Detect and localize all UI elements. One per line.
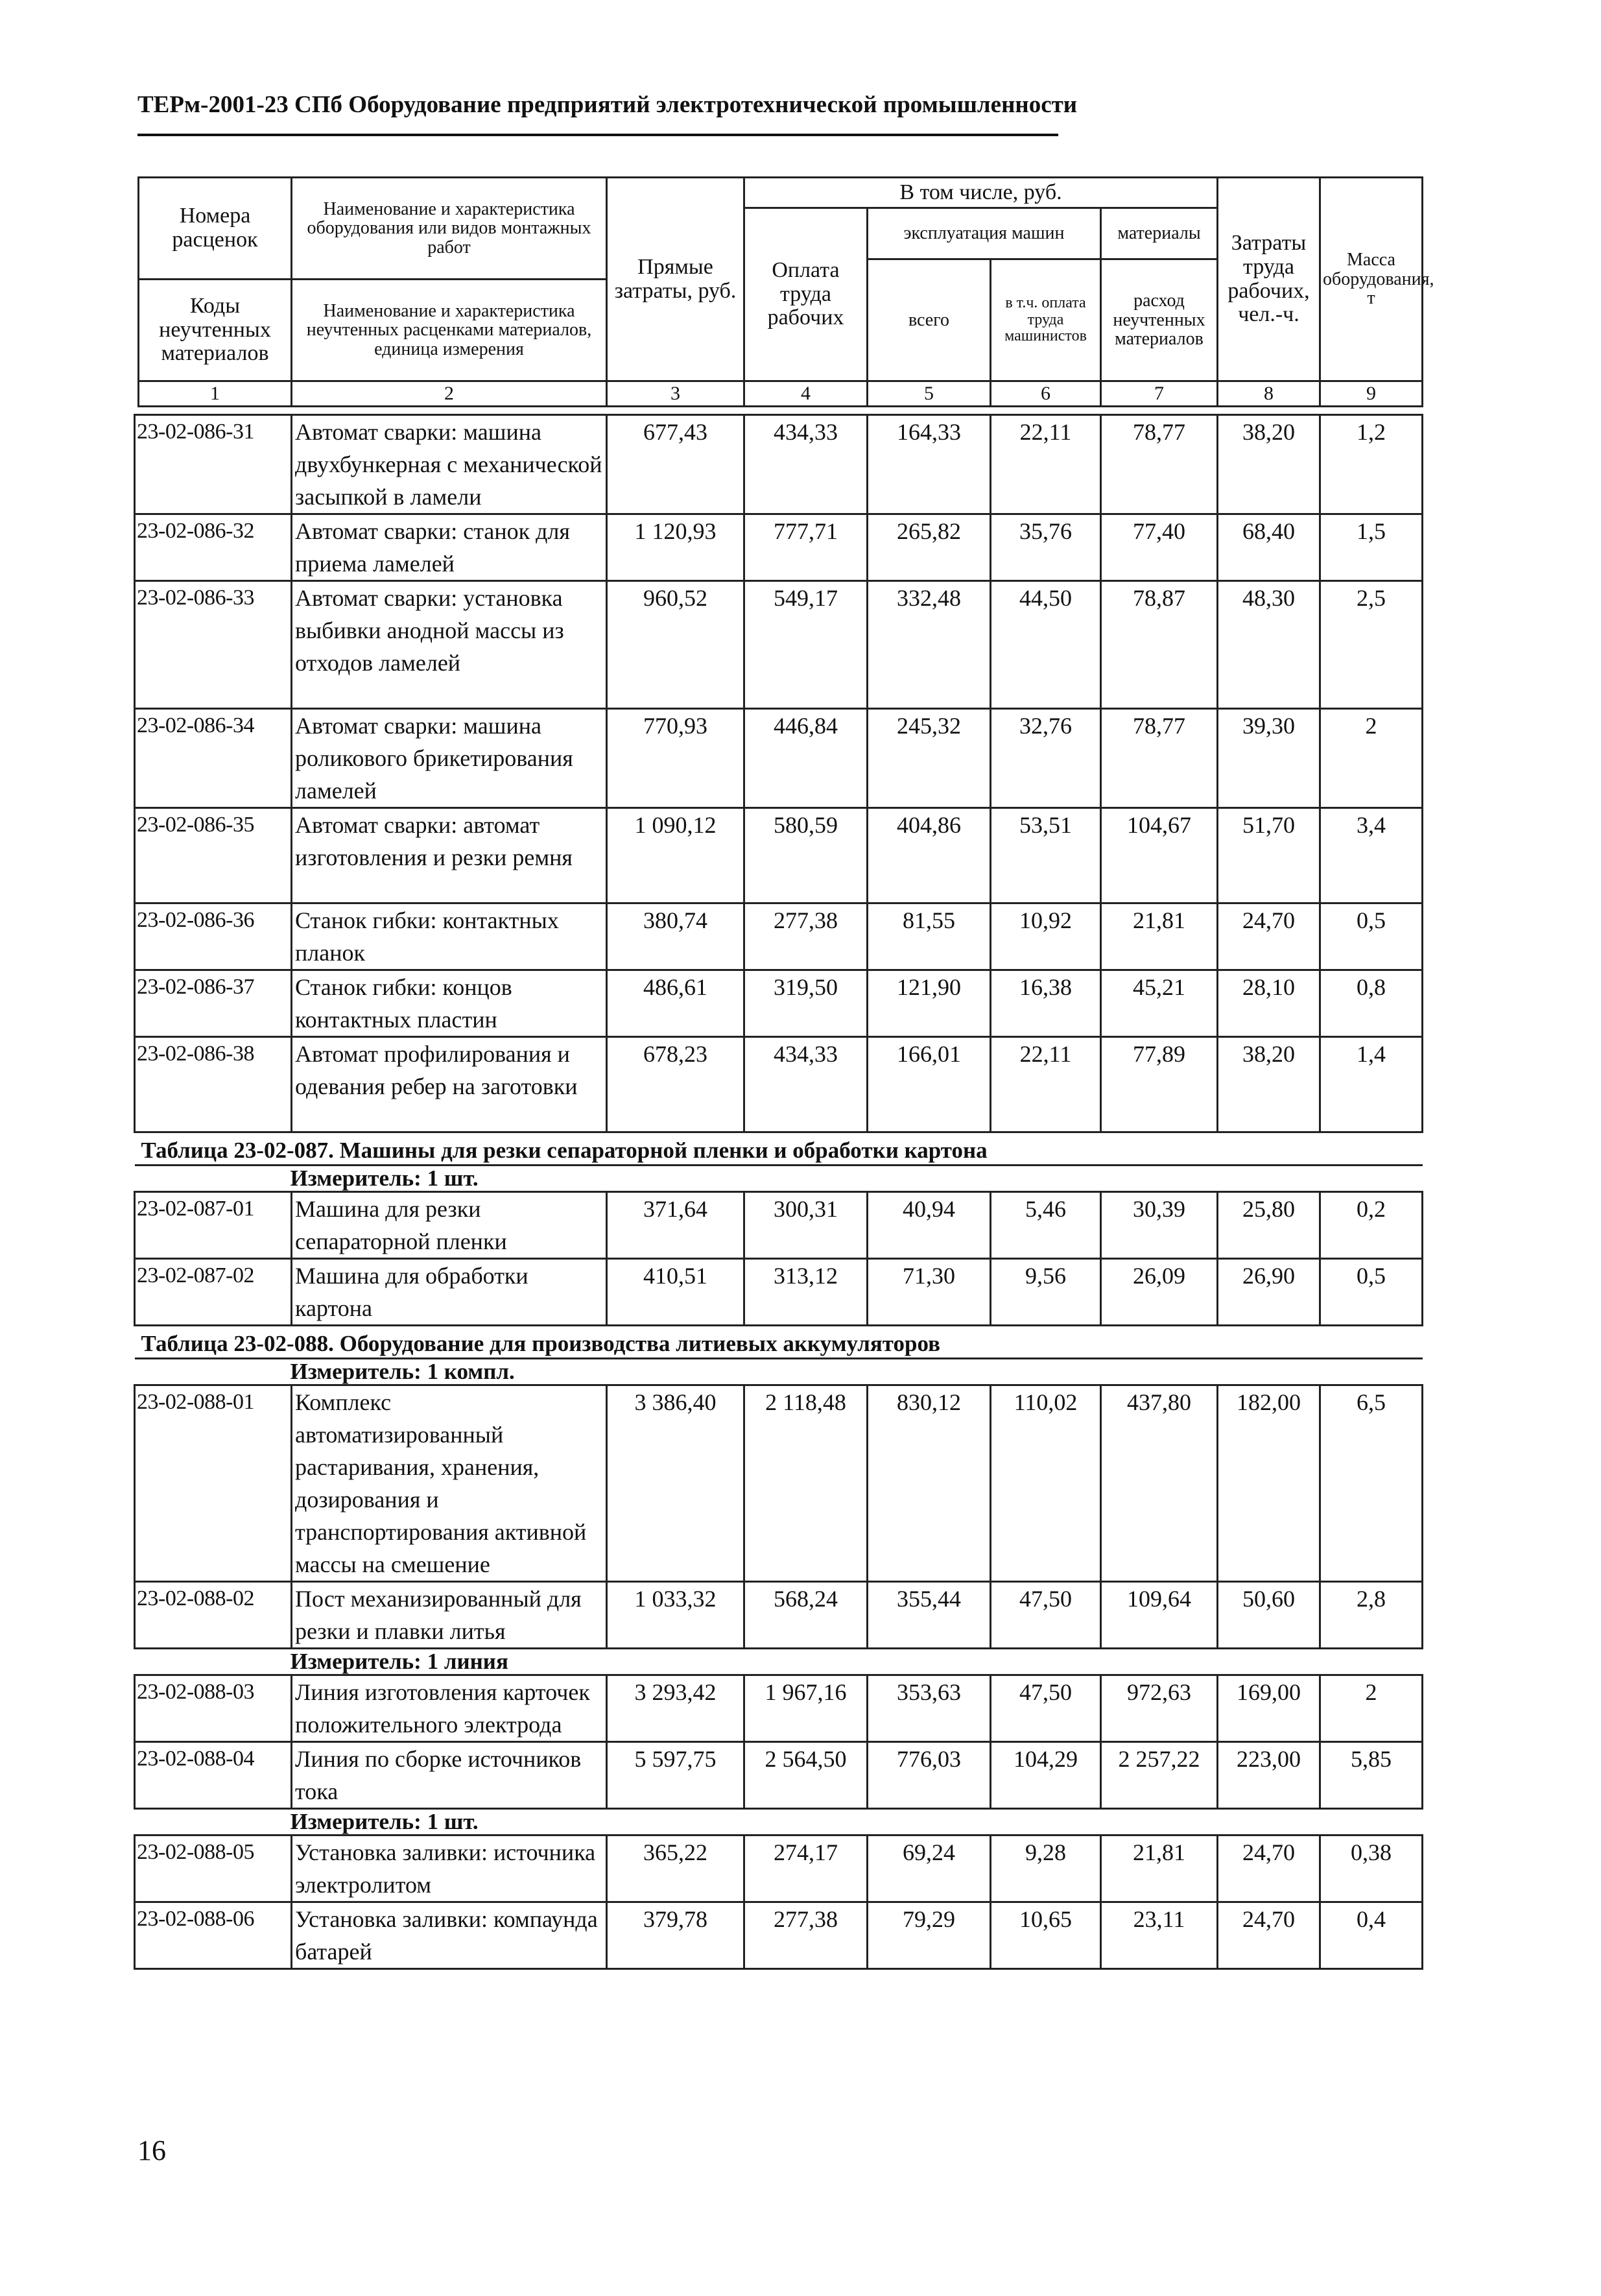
header-col1-top: Номера расценок — [139, 178, 292, 280]
row-name: Автомат профилирования и одевания ребер на заготовки — [292, 1037, 607, 1132]
row-name: Автомат сварки: машина двухбункерная с механической засыпкой в ламели — [292, 415, 607, 514]
row-machines-total: 404,86 — [868, 808, 991, 903]
row-equipment-mass: 3,4 — [1320, 808, 1423, 903]
row-machinist-pay: 104,29 — [991, 1742, 1101, 1809]
header-num: 3 — [607, 381, 744, 407]
row-name: Автомат сварки: машина роликового брикетирования ламелей — [292, 709, 607, 808]
row-labor-hours: 24,70 — [1218, 1836, 1320, 1902]
header-col9: Масса оборудования, т — [1320, 178, 1423, 381]
header-col3: Прямые затраты, руб. — [607, 178, 744, 381]
row-equipment-mass: 0,8 — [1320, 970, 1423, 1037]
row-equipment-mass: 5,85 — [1320, 1742, 1423, 1809]
row-machines-total: 245,32 — [868, 709, 991, 808]
row-direct-costs: 678,23 — [607, 1037, 744, 1132]
row-machines-total: 40,94 — [868, 1192, 991, 1259]
header-num: 2 — [292, 381, 607, 407]
row-direct-costs: 770,93 — [607, 709, 744, 808]
row-labor-hours: 68,40 — [1218, 514, 1320, 581]
row-name: Автомат сварки: станок для приема ламелей — [292, 514, 607, 581]
table-row — [135, 514, 1423, 581]
row-machines-total: 121,90 — [868, 970, 991, 1037]
header-col1-bottom: Коды неучтенных материалов — [139, 280, 292, 381]
row-equipment-mass: 0,4 — [1320, 1902, 1423, 1969]
row-code: 23-02-088-06 — [135, 1902, 292, 1969]
table-row — [135, 1259, 1423, 1326]
table-row — [135, 1902, 1423, 1969]
row-code: 23-02-086-33 — [135, 581, 292, 709]
table-title: Таблица 23-02-087. Машины для резки сепараторной пленки и обработки картона — [135, 1132, 1423, 1166]
row-labor-hours: 28,10 — [1218, 970, 1320, 1037]
row-machinist-pay: 16,38 — [991, 970, 1101, 1037]
table-row — [135, 709, 1423, 808]
header-machines: эксплуатация машин — [868, 208, 1101, 259]
row-machinist-pay: 35,76 — [991, 514, 1101, 581]
row-materials: 437,80 — [1101, 1385, 1218, 1582]
row-labor-hours: 25,80 — [1218, 1192, 1320, 1259]
row-labor-pay: 568,24 — [744, 1582, 868, 1649]
header-col8: Затраты труда рабочих, чел.-ч. — [1218, 178, 1320, 381]
row-labor-hours: 48,30 — [1218, 581, 1320, 709]
row-labor-pay: 549,17 — [744, 581, 868, 709]
header-group: В том числе, руб. — [744, 178, 1218, 208]
row-direct-costs: 5 597,75 — [607, 1742, 744, 1809]
row-materials: 30,39 — [1101, 1192, 1218, 1259]
row-machines-total: 81,55 — [868, 903, 991, 970]
row-name: Автомат сварки: автомат изготовления и резки ремня — [292, 808, 607, 903]
row-code: 23-02-086-31 — [135, 415, 292, 514]
row-materials: 78,87 — [1101, 581, 1218, 709]
row-equipment-mass: 2 — [1320, 1675, 1423, 1742]
header-num: 9 — [1320, 381, 1423, 407]
row-direct-costs: 1 120,93 — [607, 514, 744, 581]
row-code: 23-02-086-37 — [135, 970, 292, 1037]
row-direct-costs: 3 293,42 — [607, 1675, 744, 1742]
row-machines-total: 355,44 — [868, 1582, 991, 1649]
measure-label: Измеритель: 1 компл. — [135, 1359, 1423, 1385]
row-direct-costs: 371,64 — [607, 1192, 744, 1259]
row-code: 23-02-088-03 — [135, 1675, 292, 1742]
table-row — [135, 1385, 1423, 1582]
header-num: 6 — [991, 381, 1101, 407]
row-equipment-mass: 1,2 — [1320, 415, 1423, 514]
row-labor-hours: 223,00 — [1218, 1742, 1320, 1809]
row-labor-pay: 313,12 — [744, 1259, 868, 1326]
row-machinist-pay: 53,51 — [991, 808, 1101, 903]
row-direct-costs: 960,52 — [607, 581, 744, 709]
row-labor-pay: 300,31 — [744, 1192, 868, 1259]
row-machines-total: 166,01 — [868, 1037, 991, 1132]
header-num: 4 — [744, 381, 868, 407]
row-name: Установка заливки: компаунда батарей — [292, 1902, 607, 1969]
row-labor-pay: 777,71 — [744, 514, 868, 581]
row-direct-costs: 410,51 — [607, 1259, 744, 1326]
row-machinist-pay: 9,28 — [991, 1836, 1101, 1902]
row-name: Станок гибки: концов контактных пластин — [292, 970, 607, 1037]
row-machines-total: 164,33 — [868, 415, 991, 514]
table-row — [135, 903, 1423, 970]
measure-label: Измеритель: 1 линия — [135, 1649, 1423, 1675]
row-labor-pay: 277,38 — [744, 1902, 868, 1969]
row-equipment-mass: 2,5 — [1320, 581, 1423, 709]
header-col2-top: Наименование и характеристика оборудования или видов монтажных работ — [292, 178, 607, 280]
row-equipment-mass: 0,5 — [1320, 1259, 1423, 1326]
row-machinist-pay: 32,76 — [991, 709, 1101, 808]
row-machines-total: 332,48 — [868, 581, 991, 709]
row-direct-costs: 3 386,40 — [607, 1385, 744, 1582]
header-col7: расход неучтенных материалов — [1101, 259, 1218, 381]
row-materials: 77,89 — [1101, 1037, 1218, 1132]
header-rule — [137, 134, 1058, 136]
row-machines-total: 69,24 — [868, 1836, 991, 1902]
row-materials: 109,64 — [1101, 1582, 1218, 1649]
header-col4: Оплата труда рабочих — [744, 208, 868, 381]
row-materials: 21,81 — [1101, 1836, 1218, 1902]
row-equipment-mass: 0,5 — [1320, 903, 1423, 970]
row-equipment-mass: 0,38 — [1320, 1836, 1423, 1902]
row-materials: 45,21 — [1101, 970, 1218, 1037]
row-equipment-mass: 0,2 — [1320, 1192, 1423, 1259]
row-labor-pay: 277,38 — [744, 903, 868, 970]
table-row — [135, 1037, 1423, 1132]
row-labor-pay: 434,33 — [744, 415, 868, 514]
row-machines-total: 353,63 — [868, 1675, 991, 1742]
row-name: Линия изготовления карточек положительного электрода — [292, 1675, 607, 1742]
row-labor-pay: 2 118,48 — [744, 1385, 868, 1582]
row-name: Установка заливки: источника электролитом — [292, 1836, 607, 1902]
row-materials: 78,77 — [1101, 709, 1218, 808]
row-machines-total: 265,82 — [868, 514, 991, 581]
row-labor-pay: 2 564,50 — [744, 1742, 868, 1809]
row-code: 23-02-086-35 — [135, 808, 292, 903]
row-labor-hours: 24,70 — [1218, 1902, 1320, 1969]
row-labor-hours: 50,60 — [1218, 1582, 1320, 1649]
row-direct-costs: 1 033,32 — [607, 1582, 744, 1649]
header-col6: в т.ч. оплата труда машинистов — [991, 259, 1101, 381]
row-labor-pay: 274,17 — [744, 1836, 868, 1902]
row-code: 23-02-086-38 — [135, 1037, 292, 1132]
table-row — [135, 1742, 1423, 1809]
row-materials: 77,40 — [1101, 514, 1218, 581]
header-num: 5 — [868, 381, 991, 407]
row-labor-hours: 38,20 — [1218, 415, 1320, 514]
row-materials: 972,63 — [1101, 1675, 1218, 1742]
row-machines-total: 830,12 — [868, 1385, 991, 1582]
row-labor-hours: 169,00 — [1218, 1675, 1320, 1742]
row-equipment-mass: 6,5 — [1320, 1385, 1423, 1582]
row-materials: 21,81 — [1101, 903, 1218, 970]
table-row — [135, 1582, 1423, 1649]
row-machinist-pay: 10,65 — [991, 1902, 1101, 1969]
table-row — [135, 808, 1423, 903]
row-equipment-mass: 2 — [1320, 709, 1423, 808]
row-machinist-pay: 22,11 — [991, 415, 1101, 514]
header-num: 1 — [139, 381, 292, 407]
row-name: Линия по сборке источников тока — [292, 1742, 607, 1809]
row-code: 23-02-087-02 — [135, 1259, 292, 1326]
table-title: Таблица 23-02-088. Оборудование для производства литиевых аккумуляторов — [135, 1326, 1423, 1359]
row-equipment-mass: 1,5 — [1320, 514, 1423, 581]
row-labor-hours: 24,70 — [1218, 903, 1320, 970]
row-code: 23-02-087-01 — [135, 1192, 292, 1259]
row-materials: 23,11 — [1101, 1902, 1218, 1969]
measure-label: Измеритель: 1 шт. — [135, 1166, 1423, 1192]
row-machinist-pay: 5,46 — [991, 1192, 1101, 1259]
row-machinist-pay: 9,56 — [991, 1259, 1101, 1326]
row-machines-total: 79,29 — [868, 1902, 991, 1969]
row-direct-costs: 677,43 — [607, 415, 744, 514]
row-materials: 2 257,22 — [1101, 1742, 1218, 1809]
rates-table — [134, 414, 1423, 1970]
table-row — [135, 1192, 1423, 1259]
row-labor-pay: 1 967,16 — [744, 1675, 868, 1742]
row-code: 23-02-088-05 — [135, 1836, 292, 1902]
table-row — [135, 581, 1423, 709]
row-code: 23-02-086-36 — [135, 903, 292, 970]
row-direct-costs: 379,78 — [607, 1902, 744, 1969]
row-machinist-pay: 22,11 — [991, 1037, 1101, 1132]
row-labor-pay: 446,84 — [744, 709, 868, 808]
row-name: Машина для обработки картона — [292, 1259, 607, 1326]
row-direct-costs: 486,61 — [607, 970, 744, 1037]
row-equipment-mass: 2,8 — [1320, 1582, 1423, 1649]
header-col5: всего — [868, 259, 991, 381]
row-labor-hours: 38,20 — [1218, 1037, 1320, 1132]
row-materials: 78,77 — [1101, 415, 1218, 514]
row-machines-total: 776,03 — [868, 1742, 991, 1809]
row-machinist-pay: 47,50 — [991, 1582, 1101, 1649]
row-machinist-pay: 44,50 — [991, 581, 1101, 709]
table-header — [137, 176, 1434, 407]
row-labor-hours: 39,30 — [1218, 709, 1320, 808]
row-code: 23-02-088-02 — [135, 1582, 292, 1649]
row-name: Станок гибки: контактных планок — [292, 903, 607, 970]
row-labor-hours: 51,70 — [1218, 808, 1320, 903]
table-row — [135, 415, 1423, 514]
row-machinist-pay: 110,02 — [991, 1385, 1101, 1582]
row-code: 23-02-088-04 — [135, 1742, 292, 1809]
row-equipment-mass: 1,4 — [1320, 1037, 1423, 1132]
row-materials: 104,67 — [1101, 808, 1218, 903]
measure-label: Измеритель: 1 шт. — [135, 1809, 1423, 1836]
row-machinist-pay: 10,92 — [991, 903, 1101, 970]
row-code: 23-02-086-34 — [135, 709, 292, 808]
row-name: Автомат сварки: установка выбивки анодной массы из отходов ламелей — [292, 581, 607, 709]
table-row — [135, 970, 1423, 1037]
row-name: Комплекс автоматизированный растаривания, хранения, дозирования и транспортирования активной массы на смешение — [292, 1385, 607, 1582]
row-direct-costs: 1 090,12 — [607, 808, 744, 903]
row-code: 23-02-088-01 — [135, 1385, 292, 1582]
header-num: 7 — [1101, 381, 1218, 407]
header-col2-bottom: Наименование и характеристика неучтенных расценками материалов, единица измерения — [292, 280, 607, 381]
row-direct-costs: 380,74 — [607, 903, 744, 970]
row-machines-total: 71,30 — [868, 1259, 991, 1326]
row-direct-costs: 365,22 — [607, 1836, 744, 1902]
row-machinist-pay: 47,50 — [991, 1675, 1101, 1742]
page-number: 16 — [137, 2135, 166, 2166]
row-labor-pay: 319,50 — [744, 970, 868, 1037]
header-num: 8 — [1218, 381, 1320, 407]
row-name: Пост механизированный для резки и плавки литья — [292, 1582, 607, 1649]
row-labor-pay: 434,33 — [744, 1037, 868, 1132]
row-materials: 26,09 — [1101, 1259, 1218, 1326]
row-code: 23-02-086-32 — [135, 514, 292, 581]
row-name: Машина для резки сепараторной пленки — [292, 1192, 607, 1259]
page-header-title: ТЕРм-2001-23 СПб Оборудование предприятий электротехнической промышленности — [137, 91, 1078, 118]
row-labor-hours: 26,90 — [1218, 1259, 1320, 1326]
row-labor-hours: 182,00 — [1218, 1385, 1320, 1582]
table-row — [135, 1675, 1423, 1742]
header-materials: материалы — [1101, 208, 1218, 259]
row-labor-pay: 580,59 — [744, 808, 868, 903]
table-row — [135, 1836, 1423, 1902]
